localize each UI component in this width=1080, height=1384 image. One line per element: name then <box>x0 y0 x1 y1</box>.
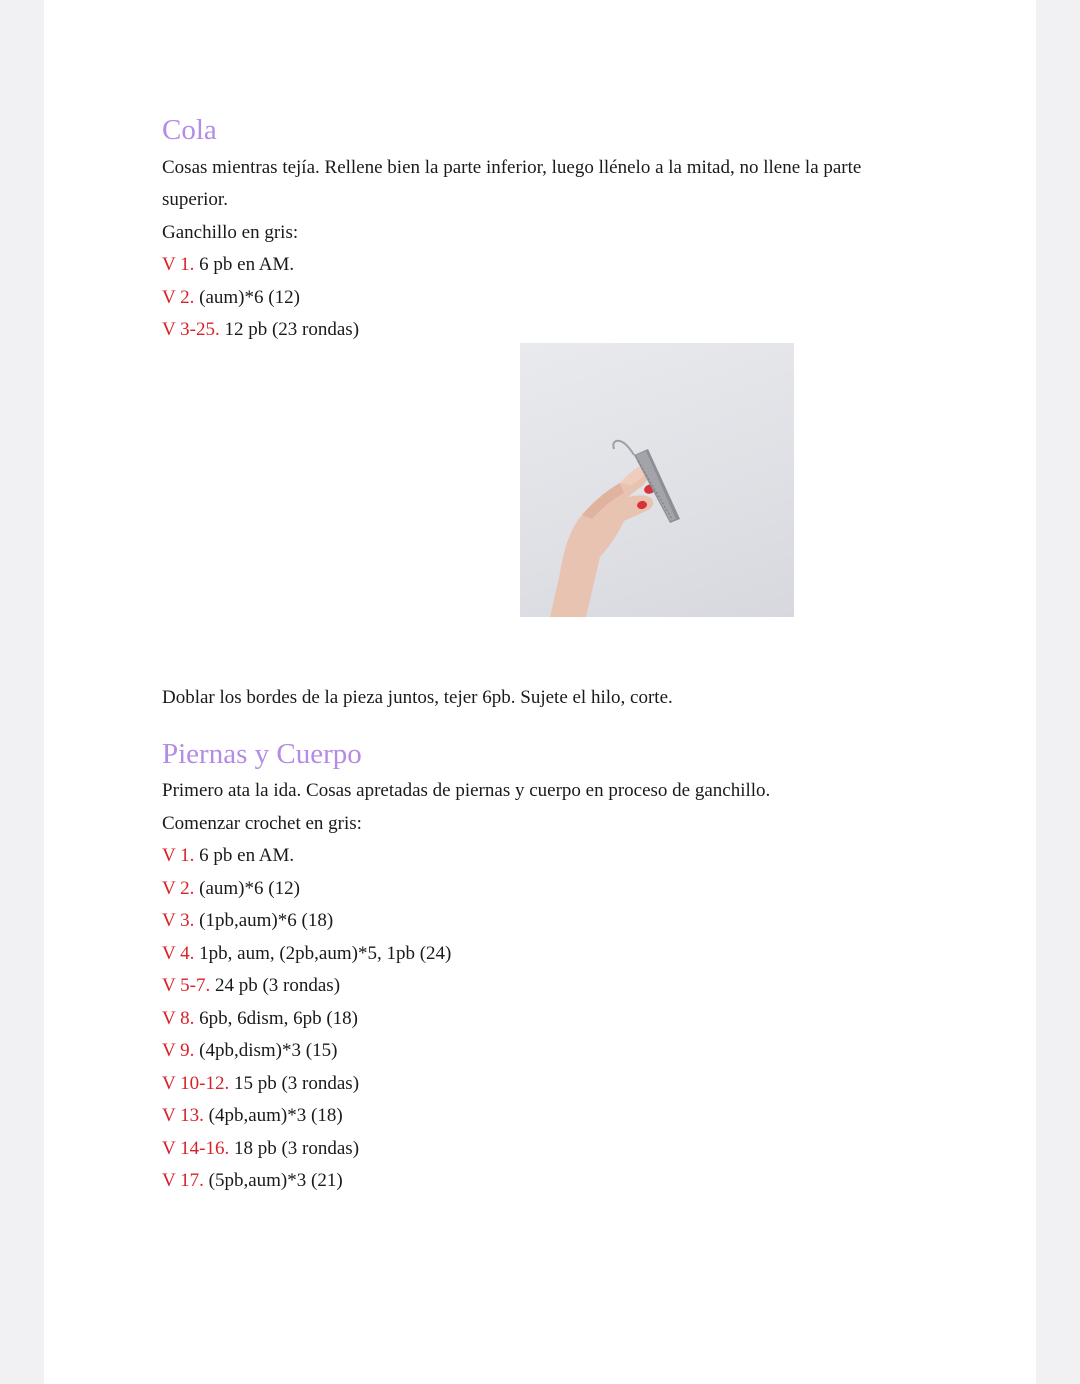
round-text: 6 pb en AM. <box>194 845 295 866</box>
round-label: V 9. <box>162 1040 195 1061</box>
round-label: V 14-16. <box>162 1138 230 1159</box>
cola-row <box>162 249 294 281</box>
round-text: 24 pb (3 rondas) <box>210 975 341 996</box>
round-label: V 2. <box>162 287 195 308</box>
round-label: V 3. <box>162 910 195 931</box>
cola-row <box>162 282 300 314</box>
piernas-row <box>162 1003 358 1035</box>
round-label: V 4. <box>162 943 195 964</box>
round-label: V 1. <box>162 254 195 275</box>
hand-holding-tail-image <box>520 343 794 617</box>
round-text: (aum)*6 (12) <box>194 287 300 308</box>
piernas-row <box>162 1035 337 1067</box>
round-text: 6 pb en AM. <box>194 254 295 275</box>
round-label: V 10-12. <box>162 1073 230 1094</box>
round-text: (4pb,aum)*3 (18) <box>203 1105 343 1126</box>
piernas-row <box>162 1133 359 1165</box>
round-label: V 3-25. <box>162 319 220 340</box>
piernas-row <box>162 938 451 970</box>
round-text: 1pb, aum, (2pb,aum)*5, 1pb (24) <box>194 943 452 964</box>
document-page <box>44 0 1036 1384</box>
round-text: (4pb,dism)*3 (15) <box>194 1040 338 1061</box>
piernas-row <box>162 905 333 937</box>
piernas-row <box>162 840 294 872</box>
cola-intro: Cosas mientras tejía. Rellene bien la parte inferior, luego llénelo a la mitad, no llene la parte superior. <box>162 157 862 210</box>
cola-row <box>162 314 359 346</box>
section-title-cola: Cola <box>162 114 217 146</box>
round-label: V 2. <box>162 878 195 899</box>
piernas-row <box>162 873 300 905</box>
round-label: V 13. <box>162 1105 204 1126</box>
piernas-row <box>162 1100 343 1132</box>
round-text: (1pb,aum)*6 (18) <box>194 910 334 931</box>
round-text: 18 pb (3 rondas) <box>229 1138 360 1159</box>
section-title-piernas-cuerpo: Piernas y Cuerpo <box>162 738 362 770</box>
round-label: V 5-7. <box>162 975 211 996</box>
round-label: V 8. <box>162 1008 195 1029</box>
round-text: 12 pb (23 rondas) <box>219 319 360 340</box>
round-label: V 17. <box>162 1170 204 1191</box>
round-text: (aum)*6 (12) <box>194 878 300 899</box>
round-label: V 1. <box>162 845 195 866</box>
piernas-row <box>162 1165 343 1197</box>
piernas-intro: Primero ata la ida. Cosas apretadas de piernas y cuerpo en proceso de ganchillo. <box>162 780 771 801</box>
round-text: 15 pb (3 rondas) <box>229 1073 360 1094</box>
piernas-hook-note: Comenzar crochet en gris: <box>162 813 362 834</box>
tail-photo <box>520 343 794 617</box>
piernas-row <box>162 970 340 1002</box>
round-text: 6pb, 6dism, 6pb (18) <box>194 1008 358 1029</box>
cola-hook-note: Ganchillo en gris: <box>162 222 299 243</box>
round-text: (5pb,aum)*3 (21) <box>203 1170 343 1191</box>
piernas-row <box>162 1068 359 1100</box>
cola-finish: Doblar los bordes de la pieza juntos, tejer 6pb. Sujete el hilo, corte. <box>162 687 673 708</box>
